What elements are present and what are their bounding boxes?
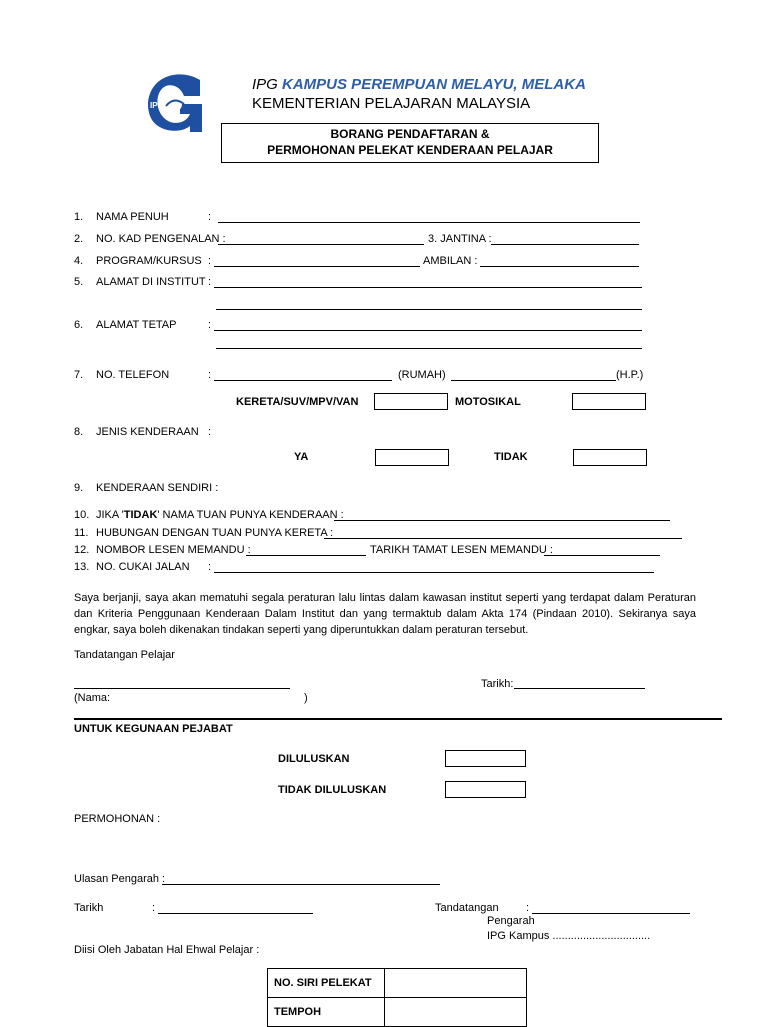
field-number: 13.	[74, 561, 90, 573]
campus-name: KAMPUS PEREMPUAN MELAYU, MELAKA	[282, 76, 586, 93]
diluluskan-checkbox[interactable]	[445, 750, 526, 767]
tidak-diluluskan-label: TIDAK DILULUSKAN	[278, 784, 387, 796]
no-siri-pelekat-input[interactable]	[385, 969, 527, 998]
form-title-line2: PERMOHONAN PELEKAT KENDERAAN PELAJAR	[267, 143, 553, 157]
colon: :	[152, 902, 156, 914]
ambilan-label: AMBILAN :	[423, 255, 478, 267]
section-divider	[74, 718, 722, 720]
colon: :	[208, 561, 212, 573]
no-kad-pengenalan-label: NO. KAD PENGENALAN :	[96, 233, 226, 245]
ya-option-label: YA	[294, 451, 309, 463]
nama-penuh-input[interactable]	[218, 222, 640, 223]
colon: :	[208, 369, 212, 381]
hubungan-label: HUBUNGAN DENGAN TUAN PUNYA KERETA :	[96, 527, 334, 539]
alamat-institut-input-1[interactable]	[214, 287, 642, 288]
kereta-option-label: KERETA/SUV/MPV/VAN	[236, 396, 359, 408]
form-title-line1: BORANG PENDAFTARAN &	[330, 127, 490, 141]
telefon-hp-input[interactable]	[451, 380, 616, 381]
motosikal-option-label: MOTOSIKAL	[455, 396, 521, 408]
campus-header	[252, 76, 586, 93]
label-bold-part: TIDAK	[123, 509, 158, 521]
alamat-tetap-label: ALAMAT TETAP	[96, 319, 177, 331]
ipg-kampus-label: IPG Kampus ................................	[487, 930, 651, 942]
nama-tuan-label	[96, 509, 344, 522]
field-number: 10.	[74, 509, 90, 521]
field-number: 7.	[74, 369, 84, 381]
tempoh-label: TEMPOH	[268, 998, 385, 1027]
field-number: 9.	[74, 482, 84, 494]
tandatangan-pengarah-input[interactable]	[532, 913, 690, 914]
nama-penuh-label: NAMA PENUH	[96, 211, 169, 223]
table-row	[268, 969, 527, 998]
colon: :	[526, 902, 530, 914]
ipg-logo	[146, 74, 204, 134]
hubungan-input[interactable]	[324, 538, 682, 539]
alamat-institut-input-2[interactable]	[216, 309, 642, 310]
kenderaan-sendiri-label: KENDERAAN SENDIRI :	[96, 482, 219, 494]
label-part: ' NAMA TUAN PUNYA KENDERAAN :	[157, 509, 344, 521]
tandatangan-pengarah-label: Tandatangan	[435, 902, 499, 914]
tidak-option-label: TIDAK	[494, 451, 528, 463]
tarikh-tamat-lesen-label: TARIKH TAMAT LESEN MEMANDU :	[370, 544, 553, 556]
alamat-tetap-input-1[interactable]	[214, 330, 642, 331]
ipg-prefix: IPG	[252, 76, 278, 93]
colon: :	[208, 426, 212, 438]
table-row	[268, 998, 527, 1027]
alamat-institut-label: ALAMAT DI INSTITUT	[96, 276, 206, 288]
program-kursus-input[interactable]	[214, 266, 420, 267]
tidak-checkbox[interactable]	[573, 449, 647, 466]
ambilan-input[interactable]	[480, 266, 639, 267]
field-number: 1.	[74, 211, 84, 223]
tandatangan-pelajar-input[interactable]	[74, 688, 290, 689]
svg-text:IPG: IPG	[150, 101, 164, 110]
field-number: 2.	[74, 233, 84, 245]
no-telefon-label: NO. TELEFON	[96, 369, 170, 381]
ulasan-pengarah-label: Ulasan Pengarah :	[74, 873, 166, 885]
hp-label: (H.P.)	[616, 369, 644, 381]
alamat-tetap-input-2[interactable]	[216, 348, 642, 349]
nama-tuan-input[interactable]	[334, 520, 670, 521]
tarikh-pelajar-label: Tarikh:	[481, 678, 514, 690]
field-number: 8.	[74, 426, 84, 438]
nama-label: (Nama:	[74, 692, 111, 704]
program-kursus-label: PROGRAM/KURSUS	[96, 255, 202, 267]
ya-checkbox[interactable]	[375, 449, 449, 466]
form-title-box	[221, 123, 599, 163]
tarikh-pelajar-input[interactable]	[514, 688, 645, 689]
no-siri-pelekat-label: NO. SIRI PELEKAT	[268, 969, 385, 998]
tarikh-office-label: Tarikh	[74, 902, 104, 914]
field-number: 4.	[74, 255, 84, 267]
colon: :	[208, 211, 212, 223]
rumah-label: (RUMAH)	[398, 369, 446, 381]
nombor-lesen-input[interactable]	[246, 555, 366, 556]
nama-close-paren: )	[304, 692, 308, 704]
diisi-oleh-label: Diisi Oleh Jabatan Hal Ehwal Pelajar :	[74, 944, 260, 956]
no-kad-pengenalan-input[interactable]	[218, 244, 424, 245]
colon: :	[208, 319, 212, 331]
ulasan-pengarah-input[interactable]	[162, 884, 440, 885]
pengarah-label: Pengarah	[487, 915, 535, 927]
field-number: 12.	[74, 544, 90, 556]
kereta-checkbox[interactable]	[374, 393, 448, 410]
jenis-kenderaan-label: JENIS KENDERAAN	[96, 426, 199, 438]
tidak-diluluskan-checkbox[interactable]	[445, 781, 526, 798]
nombor-lesen-label: NOMBOR LESEN MEMANDU :	[96, 544, 251, 556]
tarikh-tamat-lesen-input[interactable]	[544, 555, 660, 556]
sticker-table	[267, 968, 527, 1027]
jantina-label: 3. JANTINA :	[428, 233, 492, 245]
label-part: JIKA '	[96, 509, 124, 521]
colon: :	[208, 276, 212, 288]
diluluskan-label: DILULUSKAN	[278, 753, 350, 765]
field-number: 6.	[74, 319, 84, 331]
tempoh-input[interactable]	[385, 998, 527, 1027]
office-use-heading: UNTUK KEGUNAAN PEJABAT	[74, 723, 233, 735]
permohonan-label: PERMOHONAN :	[74, 813, 161, 825]
jantina-input[interactable]	[491, 244, 639, 245]
field-number: 5.	[74, 276, 84, 288]
cukai-jalan-label: NO. CUKAI JALAN	[96, 561, 190, 573]
field-number: 11.	[74, 527, 89, 539]
motosikal-checkbox[interactable]	[572, 393, 646, 410]
colon: :	[208, 255, 212, 267]
tandatangan-pelajar-label: Tandatangan Pelajar	[74, 649, 175, 661]
telefon-rumah-input[interactable]	[214, 380, 392, 381]
cukai-jalan-input[interactable]	[214, 572, 654, 573]
ministry-name: KEMENTERIAN PELAJARAN MALAYSIA	[252, 95, 531, 112]
tarikh-office-input[interactable]	[158, 913, 313, 914]
declaration-paragraph: Saya berjanji, saya akan mematuhi segala peraturan lalu lintas dalam kawasan institut seperti yang terdapat dalam Peraturan dan Kriteria Penggunaan Kenderaan Dalam Institut dan yang termaktub dalam Akta 174 (Pindaan 2010). Sekiranya saya engkar, saya boleh dikenakan tindakan seperti yang diperuntukkan dalam peraturan tersebut.	[74, 592, 696, 636]
